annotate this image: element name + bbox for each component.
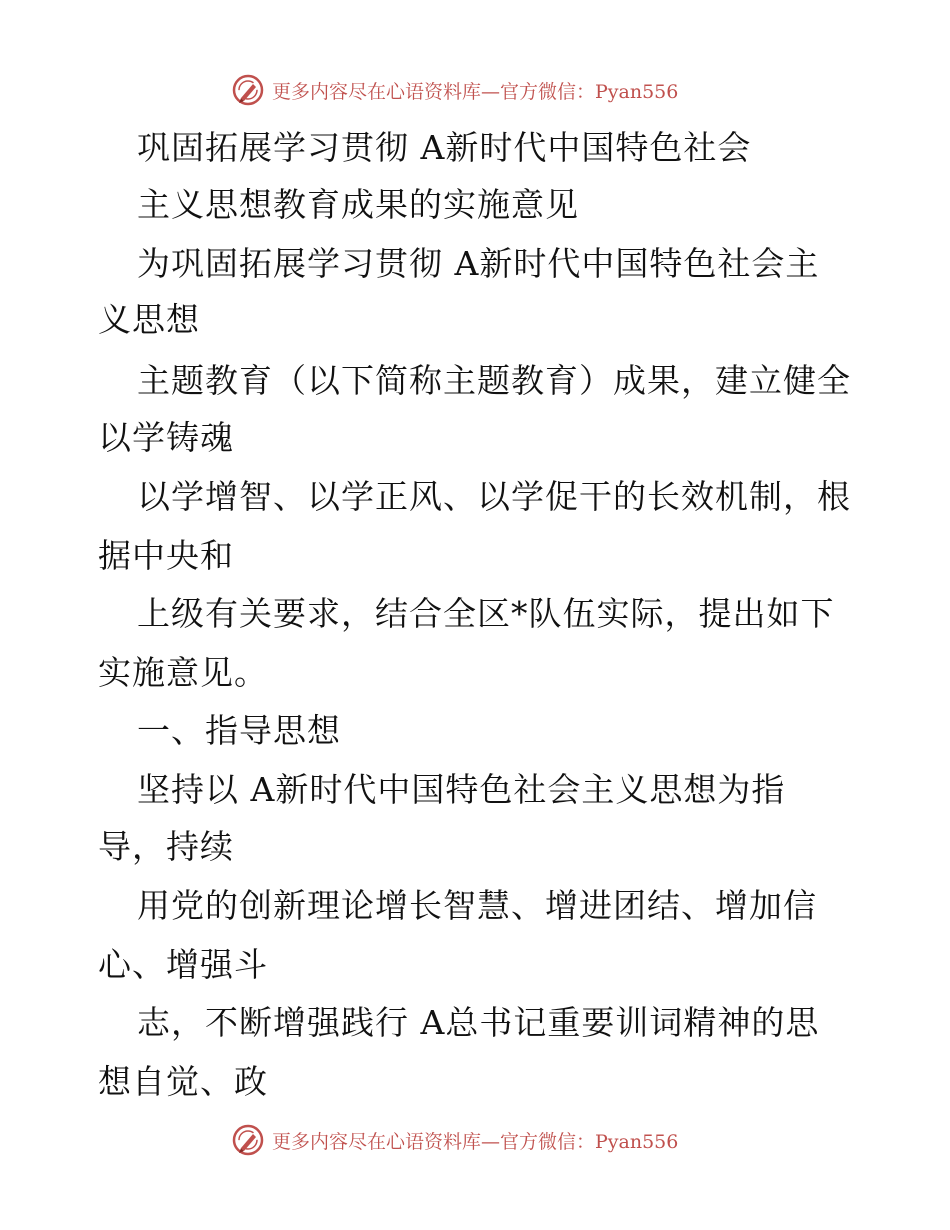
paragraph-line: 坚持以 A新时代中国特色社会主义思想为指 bbox=[137, 770, 786, 809]
paragraph-line: 据中央和 bbox=[98, 536, 234, 575]
footer-banner bbox=[232, 1120, 678, 1160]
paragraph-line: 以学增智、以学正风、以学促干的长效机制，根 bbox=[137, 477, 851, 516]
paragraph-line: 实施意见。 bbox=[98, 653, 268, 692]
paragraph-line: 以学铸魂 bbox=[98, 418, 234, 457]
pen-logo-icon bbox=[232, 1124, 264, 1156]
section-heading: 一、指导思想 bbox=[137, 711, 341, 750]
paragraph-line: 志，不断增强践行 A总书记重要训词精神的思 bbox=[137, 1003, 820, 1042]
paragraph-line: 想自觉、政 bbox=[98, 1062, 268, 1101]
paragraph-line: 主题教育（以下简称主题教育）成果，建立健全 bbox=[137, 361, 851, 400]
paragraph-line: 上级有关要求，结合全区*队伍实际，提出如下 bbox=[137, 594, 835, 633]
paragraph-line: 导，持续 bbox=[98, 827, 234, 866]
paragraph-line: 为巩固拓展学习贯彻 A新时代中国特色社会主 bbox=[137, 244, 820, 283]
title-line-2: 主义思想教育成果的实施意见 bbox=[137, 185, 579, 224]
paragraph-line: 义思想 bbox=[98, 300, 200, 339]
header-banner bbox=[232, 70, 678, 110]
footer-banner-text: 更多内容尽在心语资料库—官方微信：Pyan556 bbox=[272, 1130, 679, 1153]
paragraph-line: 用党的创新理论增长智慧、增进团结、增加信 bbox=[137, 886, 817, 925]
pen-logo-icon bbox=[232, 74, 264, 106]
paragraph-line: 心、增强斗 bbox=[98, 945, 268, 984]
title-line-1: 巩固拓展学习贯彻 A新时代中国特色社会 bbox=[137, 128, 752, 167]
header-banner-text: 更多内容尽在心语资料库—官方微信：Pyan556 bbox=[272, 80, 679, 103]
